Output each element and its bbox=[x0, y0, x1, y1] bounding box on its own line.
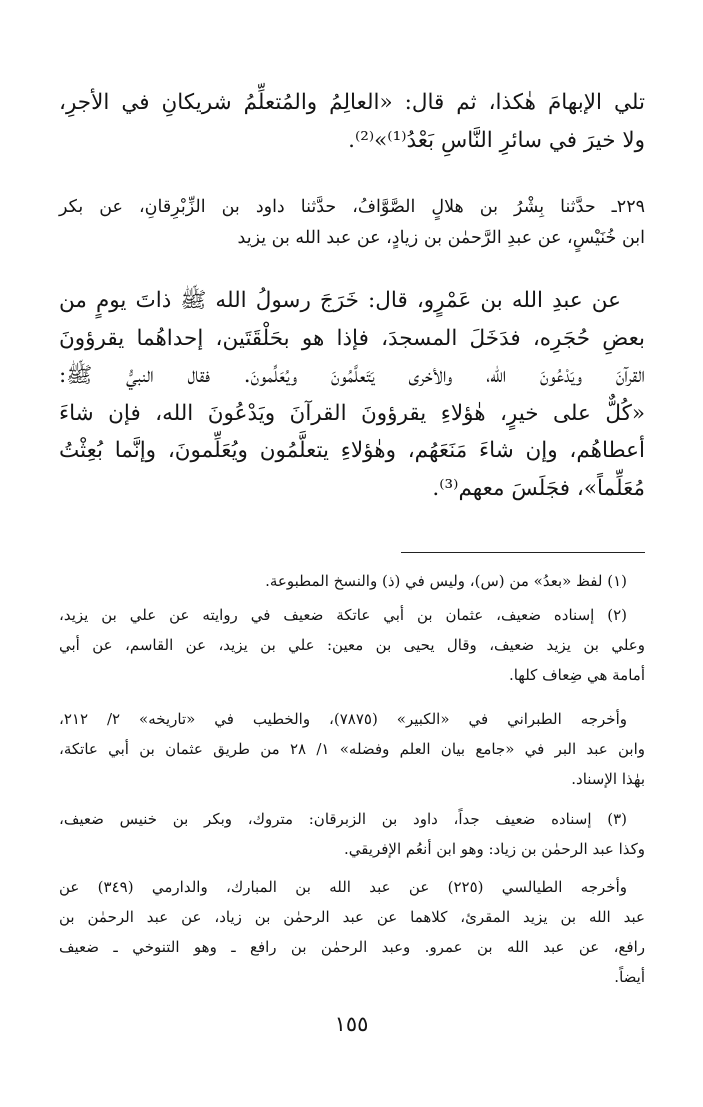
footnote-3-continuation bbox=[59, 872, 645, 992]
text-line: «كُلٌّ على خيرٍ، هٰؤلاءِ يقرؤونَ القرآنَ ويَدْعُونَ الله، فإن شاءَ bbox=[59, 400, 645, 426]
text-line: أعطاهُم، وإن شاءَ مَنَعَهُم، وهٰؤلاءِ يتعلَّمُون ويُعَلِّمونَ، وإنَّما بُعِثْتُ bbox=[59, 438, 645, 463]
text-line: ولا خيرَ في سائرِ النَّاسِ بَعْدُ⁽¹⁾»⁽²⁾. bbox=[348, 127, 645, 153]
footnote-2 bbox=[59, 600, 645, 690]
footnote-line: وأخرجه الطيالسي (٢٢٥) عن عبد الله بن المبارك، والدارمي (٣٤٩) عن bbox=[59, 878, 627, 896]
footnote-line: أمامة هي ضِعاف كلها. bbox=[508, 666, 645, 684]
page-number: ١٥٥ bbox=[334, 1012, 369, 1036]
footnote-line: بهٰذا الإسناد. bbox=[571, 770, 645, 788]
footnote-line: أيضاً. bbox=[614, 968, 645, 986]
footnote-2-continuation bbox=[59, 704, 645, 794]
footnote-line: وكذا عبد الرحمٰن بن زياد: وهو ابن أنعُم الإفريقي. bbox=[343, 840, 645, 858]
text-line: تلي الإبهامَ هٰكذا، ثم قال: «العالِمُ والمُتعلِّمُ شريكانِ في الأجرِ، bbox=[59, 90, 645, 115]
footnote-3 bbox=[59, 804, 645, 864]
footnote-line: (٢) إسناده ضعيف، عثمان بن أبي عاتكة ضعيف في روايته عن علي بن يزيد، bbox=[59, 606, 627, 624]
paragraph-hadith-229-isnad bbox=[59, 192, 645, 254]
text-line: ابن خُنَيْسٍ، عن عبدِ الرَّحمٰن بن زيادٍ، عن عبد الله بن يزيد bbox=[237, 228, 645, 248]
footnote-line: رافع، عن عبد الله بن عمرو. وعبد الرحمٰن بن رافع ـ وهو التنوخي ـ ضعيف bbox=[59, 938, 645, 956]
paragraph-hadith-229-matn bbox=[59, 282, 645, 507]
text-line: القرآنَ ويَدْعُونَ الله، والأخرى يَتَعلَّمُونَ ويُعَلِّمونَ. فقال النبيُّ ﷺ: bbox=[59, 363, 645, 388]
text-line: عن عبدِ الله بن عَمْرٍو، قال: خَرَجَ رسولُ الله ﷺ ذاتَ يومٍ من bbox=[59, 288, 621, 313]
paragraph-hadith-228-end bbox=[59, 84, 645, 159]
footnote-line: وابن عبد البر في «جامع بيان العلم وفضله» ١/ ٢٨ من طريق عثمان بن أبي عاتكة، bbox=[59, 740, 646, 758]
text-line: ٢٢٩ـ حدَّثنا بِشْرُ بن هلالٍ الصَّوَّافُ، حدَّثنا داود بن الزِّبْرِقانِ، عن بكر bbox=[59, 197, 645, 217]
footnote-line: (٣) إسناده ضعيف جداً، داود بن الزبرقان: متروك، وبكر بن خنيس ضعيف، bbox=[59, 810, 627, 828]
footnote-line: عبد الله بن يزيد المقرئ، كلاهما عن عبد الرحمٰن بن زياد، عن عبد الرحمٰن بن bbox=[59, 908, 645, 926]
text-line: بعضِ حُجَرِه، فدَخَلَ المسجدَ، فإذا هو بحَلْقَتَين، إحداهُما يقرؤونَ bbox=[59, 325, 645, 351]
footnote-line: وأخرجه الطبراني في «الكبير» (٧٨٧٥)، والخطيب في «تاريخه» ٢/ ٢١٢، bbox=[59, 710, 627, 728]
footnote-1 bbox=[59, 566, 645, 596]
footnote-line: (١) لفظ «بعدُ» من (س)، وليس في (ذ) والنسخ المطبوعة. bbox=[265, 572, 627, 590]
footnote-separator bbox=[401, 552, 645, 553]
footnote-line: وعلي بن يزيد ضعيف، وقال يحيى بن معين: علي بن يزيد، عن القاسم، عن أبي bbox=[59, 636, 645, 654]
text-line: مُعَلِّماً»، فجَلَسَ معهم⁽³⁾. bbox=[432, 475, 645, 501]
